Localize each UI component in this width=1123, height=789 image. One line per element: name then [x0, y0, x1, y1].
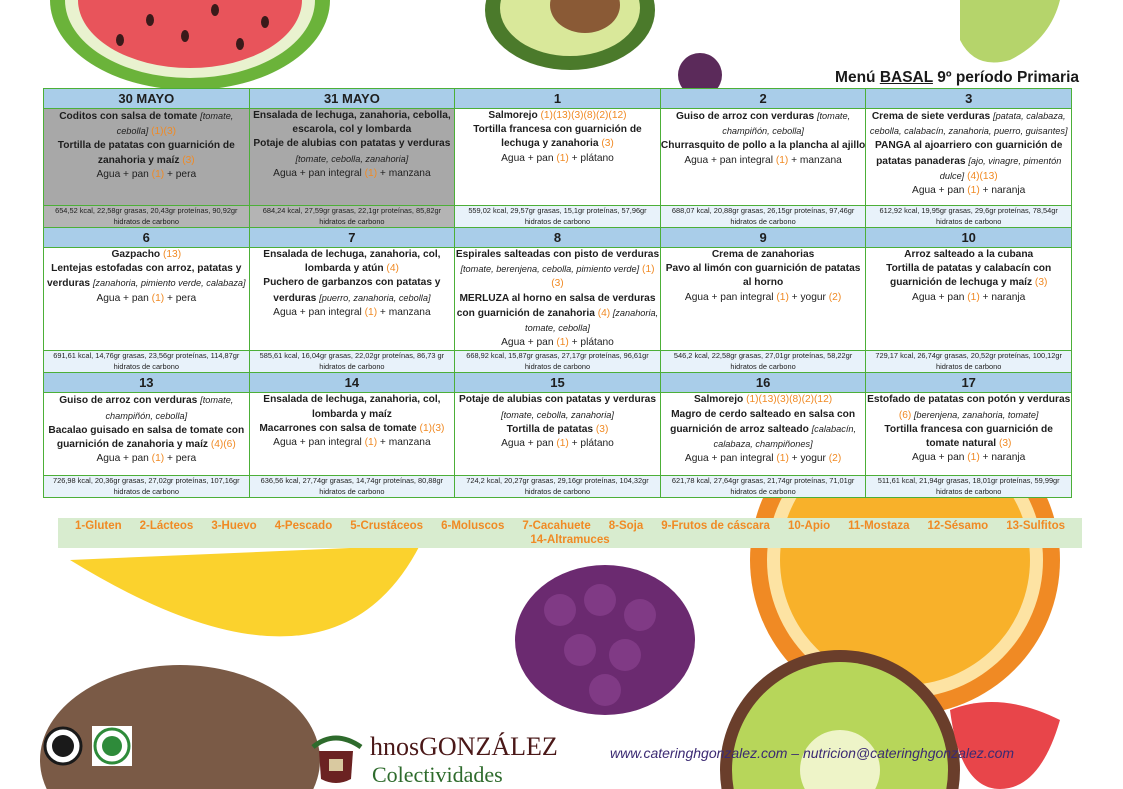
allergen-code: (1) [151, 168, 165, 180]
day-header: 30 MAYO [44, 89, 250, 109]
allergen-code: (3) [179, 154, 195, 166]
second-course [250, 137, 455, 166]
second-course [661, 139, 866, 153]
allergen-code: (1)(3) [419, 422, 445, 434]
allergen-item: 3-Huevo [211, 520, 257, 532]
dish-text: Agua + pan integral [273, 306, 365, 318]
dish-text: Agua + pan [501, 152, 557, 164]
dessert-line [661, 154, 866, 168]
day-header: 10 [866, 228, 1072, 248]
dish-text: Ensalada de lechuga, zanahoria, cebolla, escarola, col y lombarda [253, 110, 451, 136]
dish-text: Agua + pan integral [684, 154, 776, 166]
certification-badge [43, 726, 83, 766]
second-course [250, 422, 455, 436]
first-course [661, 109, 866, 139]
day-menu [44, 109, 250, 206]
dish-row [44, 248, 1072, 351]
nutrition-info: 559,02 kcal, 29,57gr grasas, 15,1gr proteínas, 57,96gr hidratos de carbono [455, 206, 661, 228]
dish-text: Agua + pan integral [273, 437, 365, 449]
ingredients-note: [tomate, cebolla, zanahoria] [501, 409, 614, 420]
day-header: 15 [455, 373, 661, 393]
ingredients-note: [zanahoria, tomate, cebolla] [525, 307, 659, 334]
day-header: 9 [660, 228, 866, 248]
nutrition-info: 691,61 kcal, 14,76gr grasas, 23,56gr proteínas, 114,87gr hidratos de carbono [44, 351, 250, 373]
ingredients-note: [zanahoria, pimiento verde, calabaza] [92, 278, 246, 289]
dish-text: + pera [164, 168, 197, 180]
first-course [455, 393, 660, 422]
first-course [250, 393, 455, 421]
day-header: 8 [455, 228, 661, 248]
allergen-code: (1)(13)(3)(8)(2)(12) [746, 394, 833, 406]
allergen-code: (1) [775, 154, 789, 166]
allergen-item: 9-Frutos de cáscara [661, 520, 770, 532]
second-course [250, 276, 455, 305]
second-course [661, 408, 866, 453]
dish-text: Potaje de alubias con patatas y verduras [458, 394, 656, 406]
allergen-item: 2-Lácteos [139, 520, 194, 532]
dessert-line [866, 451, 1071, 465]
dish-text: Ensalada de lechuga, zanahoria, col, lombarda y atún [263, 249, 441, 275]
dish-text: + pera [164, 453, 197, 465]
dish-text: MERLUZA al horno en salsa de verduras con guarnición de zanahoria [456, 292, 656, 319]
allergen-code: (3) [1032, 277, 1048, 289]
allergen-legend [58, 518, 1082, 548]
day-header: 7 [249, 228, 455, 248]
day-menu [455, 109, 661, 206]
nutrition-info: 729,17 kcal, 26,74gr grasas, 20,52gr proteínas, 100,12gr hidratos de carbono [866, 351, 1072, 373]
day-menu [866, 393, 1072, 476]
dish-text: Agua + pan [912, 452, 968, 464]
allergen-code: (1) [967, 291, 980, 303]
allergen-code: (1) [967, 452, 980, 464]
ingredients-note: [calabacín, calabaza, champiñones] [713, 423, 857, 450]
dessert-line [44, 168, 249, 182]
day-menu [249, 248, 455, 351]
allergen-item: 13-Sulfitos [1006, 520, 1065, 532]
dish-text: + plátano [568, 438, 614, 450]
allergen-item: 1-Gluten [74, 520, 122, 532]
day-header-row [44, 373, 1072, 393]
dish-text: Potaje de alubias con patatas y verduras [253, 138, 451, 150]
day-menu [660, 248, 866, 351]
first-course [455, 109, 660, 123]
first-course [44, 393, 249, 423]
dish-text: Espirales salteadas con pisto de verduras [455, 249, 660, 260]
first-course [455, 248, 660, 292]
dish-text: Tortilla de patatas [506, 423, 596, 435]
allergen-item: 8-Soja [608, 520, 644, 532]
dish-text: Salmorejo [488, 110, 541, 121]
dish-text: Churrasquito de pollo a la plancha al ajillo [660, 140, 866, 152]
dish-text: Lentejas estofadas con arroz, patatas y verduras [47, 263, 242, 290]
nutrition-info: 684,24 kcal, 27,59gr grasas, 22,1gr proteínas, 85,82gr hidratos de carbono [249, 206, 455, 228]
dish-text: Coditos con salsa de tomate [59, 111, 201, 122]
dish-text: + manzana [377, 167, 431, 179]
day-header: 16 [660, 373, 866, 393]
second-course [44, 424, 249, 452]
dish-text: Magro de cerdo salteado en salsa con guarnición de arroz salteado [670, 408, 856, 435]
dish-text: Tortilla de patatas con guarnición de zanahoria y maíz [57, 140, 235, 166]
dish-text: + pera [164, 292, 197, 304]
first-course [44, 109, 249, 139]
first-course [661, 248, 866, 262]
day-header-row [44, 89, 1072, 109]
allergen-item: 14-Altramuces [530, 534, 610, 546]
allergen-code: (3) [595, 423, 609, 435]
dish-text: Tortilla francesa con guarnición de lechuga y zanahoria [473, 124, 642, 150]
dish-text: Agua + pan integral [273, 167, 365, 179]
ingredients-note: [ajo, vinagre, pimentón dulce] [939, 155, 1062, 181]
allergen-code: (4)(13) [964, 170, 998, 182]
day-menu [866, 109, 1072, 206]
dish-text: + yogur [788, 291, 829, 303]
day-menu [44, 393, 250, 476]
day-header-row [44, 228, 1072, 248]
second-course [866, 423, 1071, 451]
dish-text: Guiso de arroz con verduras [59, 395, 201, 407]
nutrition-row [44, 206, 1072, 228]
dish-row [44, 109, 1072, 206]
day-header: 1 [455, 89, 661, 109]
dish-text: Tortilla de patatas y calabacín con guarnición de lechuga y maíz [886, 263, 1052, 289]
second-course [866, 262, 1071, 290]
first-course [250, 248, 455, 276]
dish-row [44, 393, 1072, 476]
allergen-code: (4) [597, 307, 611, 319]
dish-text: Guiso de arroz con verduras [675, 111, 817, 122]
nutrition-info: 612,92 kcal, 19,95gr grasas, 29,6gr proteínas, 78,54gr hidratos de carbono [866, 206, 1072, 228]
second-course [455, 123, 660, 151]
dish-text: + plátano [568, 337, 614, 349]
day-menu [660, 393, 866, 476]
allergen-code: (1) [776, 453, 789, 465]
day-header: 31 MAYO [249, 89, 455, 109]
dish-text: Bacalao guisado en salsa de tomate con guarnición de zanahoria y maíz [48, 424, 245, 451]
ingredients-note: [patata, calabaza, cebolla, calabacín, zanahoria, puerro, guisantes] [869, 111, 1068, 137]
dish-text: Puchero de garbanzos con patatas y verduras [263, 277, 441, 304]
nutrition-row [44, 351, 1072, 373]
dish-text: Gazpacho [111, 249, 163, 260]
blackberry-icon [515, 565, 695, 715]
allergen-code: (1) [364, 167, 378, 179]
ingredients-note: [tomate, champiñón, cebolla] [722, 111, 851, 137]
dish-text: + naranja [979, 185, 1026, 197]
day-header: 6 [44, 228, 250, 248]
dish-text: Agua + pan integral [684, 291, 777, 303]
allergen-code: (1)(3) [148, 126, 176, 138]
allergen-code: (1)(3) [551, 264, 655, 290]
allergen-code: (1)(13)(3)(8)(2)(12) [540, 110, 627, 121]
dessert-line [44, 292, 249, 306]
allergen-code: (1) [556, 152, 569, 164]
watermelon-icon [50, 0, 330, 90]
day-header: 2 [660, 89, 866, 109]
allergen-code: (1) [776, 291, 789, 303]
nutrition-info: 636,56 kcal, 27,74gr grasas, 14,74gr proteínas, 80,88gr hidratos de carbono [249, 476, 455, 498]
dish-text: Agua + pan [912, 291, 968, 303]
certification-badge-2 [92, 726, 132, 766]
allergen-code: (1) [556, 438, 569, 450]
dessert-line [455, 437, 660, 451]
dessert-line [455, 152, 660, 166]
allergen-code: (1) [151, 292, 165, 304]
ingredients-note: [tomate, berenjena, cebolla, pimiento verde] [460, 264, 640, 275]
dish-text: Agua + pan integral [684, 453, 777, 465]
dish-text: + naranja [979, 452, 1026, 464]
second-course [44, 139, 249, 167]
first-course [866, 109, 1071, 139]
allergen-item: 4-Pescado [274, 520, 333, 532]
nutrition-info: 654,52 kcal, 22,58gr grasas, 20,43gr proteínas, 90,92gr hidratos de carbono [44, 206, 250, 228]
dish-text: Macarrones con salsa de tomate [259, 422, 420, 434]
ingredients-note: [puerro, zanahoria, cebolla] [319, 292, 431, 303]
allergen-code: (4)(6) [208, 439, 236, 451]
dish-text: Agua + pan [501, 337, 557, 349]
allergen-code: (3) [998, 438, 1012, 450]
dish-text: Crema de siete verduras [871, 111, 994, 122]
dish-text: + manzana [377, 437, 431, 449]
dessert-line [250, 436, 455, 450]
allergen-code: (1) [364, 437, 378, 449]
day-header: 3 [866, 89, 1072, 109]
ingredients-note: [tomate, cebolla, zanahoria] [295, 153, 409, 164]
allergen-code: (1) [556, 337, 569, 349]
dish-text: Agua + pan [96, 168, 152, 180]
allergen-code: (6) [898, 409, 912, 421]
dessert-line [250, 167, 455, 181]
day-menu [44, 248, 250, 351]
dish-text: + plátano [568, 152, 614, 164]
dish-text: + manzana [377, 306, 431, 318]
first-course [661, 393, 866, 407]
allergen-item: 10-Apio [787, 520, 831, 532]
allergen-code: (4) [383, 263, 399, 275]
dish-text: Agua + pan [912, 185, 968, 197]
dish-text: Pavo al limón con guarnición de patatas al horno [665, 263, 861, 289]
ingredients-note: [berenjena, zanahoria, tomate] [911, 409, 1039, 420]
company-logo-icon [305, 727, 367, 785]
first-course [866, 248, 1071, 262]
melon-icon [70, 545, 420, 636]
allergen-item: 5-Crustáceos [350, 520, 424, 532]
second-course [44, 262, 249, 291]
dish-text: Agua + pan [96, 292, 152, 304]
dessert-line [250, 306, 455, 320]
allergen-code: (2) [828, 291, 842, 303]
dish-text: Estofado de patatas con potón y verduras [867, 394, 1071, 406]
day-menu [455, 393, 661, 476]
day-header: 13 [44, 373, 250, 393]
allergen-code: (1) [151, 453, 165, 465]
dish-text: Arroz salteado a la cubana [904, 249, 1034, 260]
first-course [866, 393, 1071, 422]
allergen-code: (2) [828, 453, 842, 465]
contact-links[interactable]: www.cateringhgonzalez.com – nutricion@cateringhgonzalez.com [610, 745, 1015, 761]
dessert-line [661, 291, 866, 305]
dish-text: + naranja [979, 291, 1026, 303]
avocado-icon [485, 0, 655, 70]
day-menu [866, 248, 1072, 351]
dessert-line [455, 336, 660, 350]
dish-text: Salmorejo [694, 394, 747, 406]
brand-subtitle: Colectividades [372, 762, 503, 787]
nutrition-info: 726,98 kcal, 20,36gr grasas, 27,02gr proteínas, 107,16gr hidratos de carbono [44, 476, 250, 498]
dish-text: PANGA al ajoarriero con guarnición de patatas panaderas [875, 140, 1063, 167]
dessert-line [866, 291, 1071, 305]
dessert-line [44, 452, 249, 466]
allergen-code: (1) [364, 306, 378, 318]
dessert-line [661, 452, 866, 466]
nutrition-info: 688,07 kcal, 20,88gr grasas, 26,15gr proteínas, 97,46gr hidratos de carbono [660, 206, 866, 228]
allergen-item: 12-Sésamo [927, 520, 989, 532]
dish-text: + yogur [788, 453, 829, 465]
day-menu [660, 109, 866, 206]
nutrition-info: 511,61 kcal, 21,94gr grasas, 18,01gr proteínas, 59,99gr hidratos de carbono [866, 476, 1072, 498]
dish-text: Agua + pan [96, 453, 152, 465]
dish-text: Tortilla francesa con guarnición de tomate natural [884, 423, 1053, 450]
dish-text: + manzana [788, 154, 842, 166]
nutrition-info: 546,2 kcal, 22,58gr grasas, 27,01gr proteínas, 58,22gr hidratos de carbono [660, 351, 866, 373]
dessert-line [866, 184, 1071, 198]
nutrition-row [44, 476, 1072, 498]
dish-text: Crema de zanahorias [711, 249, 815, 260]
day-menu [249, 393, 455, 476]
nutrition-info: 585,61 kcal, 16,04gr grasas, 22,02gr proteínas, 86,73 gr hidratos de carbono [249, 351, 455, 373]
dish-text: Ensalada de lechuga, zanahoria, col, lombarda y maíz [263, 394, 441, 420]
ingredients-note: [tomate, champiñón, cebolla] [105, 395, 234, 421]
allergen-item: 11-Mostaza [848, 520, 910, 532]
second-course [455, 292, 660, 337]
nutrition-info: 621,78 kcal, 27,64gr grasas, 21,74gr proteínas, 71,01gr hidratos de carbono [660, 476, 866, 498]
allergen-code: (13) [162, 249, 182, 260]
menu-table [43, 88, 1072, 498]
allergen-item: 6-Moluscos [441, 520, 505, 532]
first-course [44, 248, 249, 262]
pear-icon [960, 0, 1060, 63]
nutrition-info: 724,2 kcal, 20,27gr grasas, 29,16gr proteínas, 104,32gr hidratos de carbono [455, 476, 661, 498]
dish-text: Agua + pan [501, 438, 557, 450]
day-menu [249, 109, 455, 206]
allergen-code: (1) [967, 185, 980, 197]
day-header: 17 [866, 373, 1072, 393]
day-header: 14 [249, 373, 455, 393]
page-title: Menú BASAL 9º período Primaria [835, 69, 1079, 86]
second-course [661, 262, 866, 290]
allergen-item: 7-Cacahuete [522, 520, 591, 532]
ingredients-note: [tomate, cebolla] [116, 111, 234, 137]
allergen-code: (3) [598, 138, 614, 150]
second-course [866, 139, 1071, 184]
second-course [455, 423, 660, 437]
nutrition-info: 668,92 kcal, 15,87gr grasas, 27,17gr proteínas, 96,61gr hidratos de carbono [455, 351, 661, 373]
brand-name: hnosGONZÁLEZ [370, 732, 558, 761]
first-course [250, 109, 455, 137]
day-menu [455, 248, 661, 351]
